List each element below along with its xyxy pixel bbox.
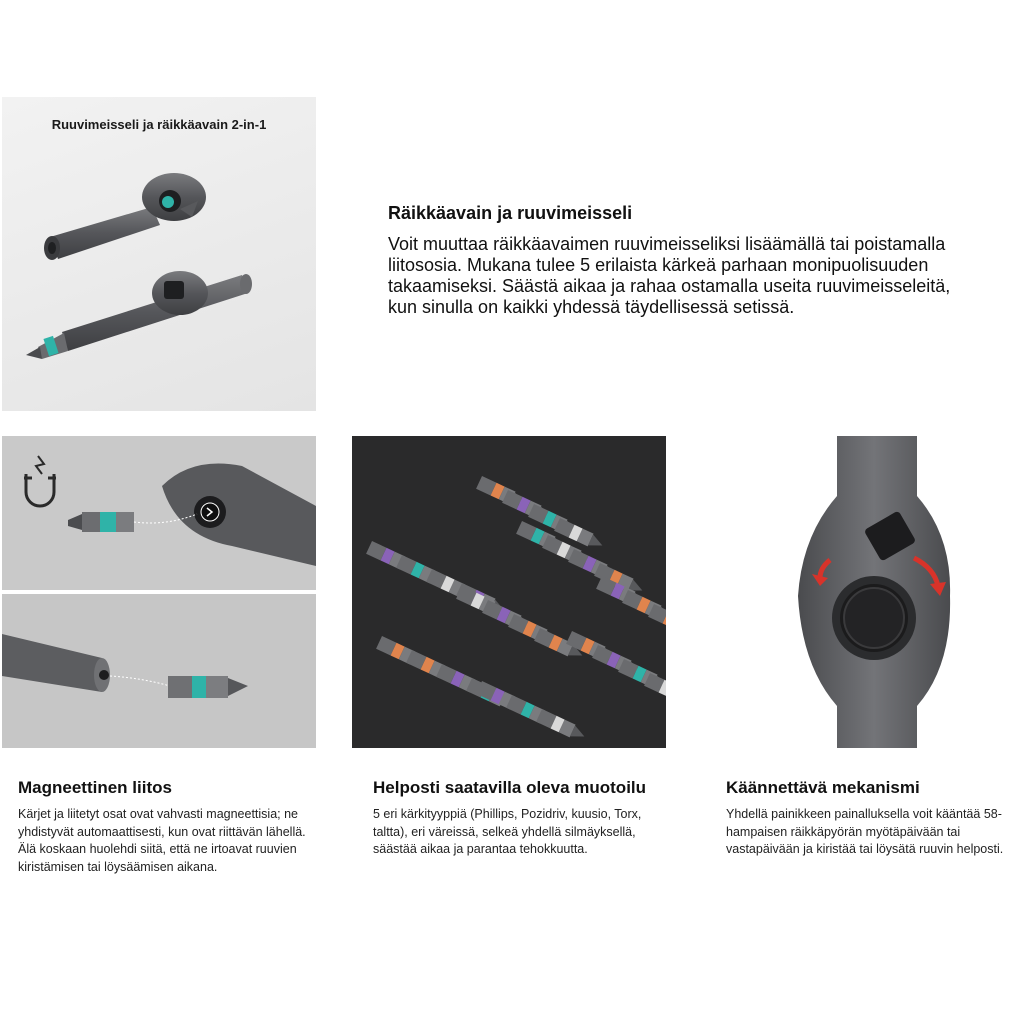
feature-magnetic-connection bbox=[18, 778, 318, 876]
ratchet-head-tool bbox=[44, 173, 206, 260]
hero-caption: Ruuvimeisseli ja räikkäavain 2-in-1 bbox=[51, 117, 267, 132]
intro-body: Voit muuttaa räikkäavaimen ruuvimeisseliksi lisäämällä tai poistamalla liitososia. Mukana tulee 5 erilaista kärkeä parhaan monipuolisuuden takaamiseksi. Säästä aikaa ja rahaa ostamalla useita ruuvimeisseleitä, kun sinulla on kaikki yhdessä täydellisessä setissä. bbox=[388, 234, 951, 317]
feature-text: Kärjet ja liitetyt osat ovat vahvasti magneettisia; ne yhdistyvät automaattisesti, kun ovat riittävän lähellä. Älä koskaan huolehdi siitä, että ne irtoavat ruuvien kiristämisen tai löysäämisen aikana. bbox=[18, 807, 306, 874]
magnet-icon bbox=[24, 456, 56, 506]
feature-reversible-mechanism bbox=[726, 778, 1011, 859]
ratchet-head bbox=[162, 464, 316, 567]
screwdriver-tool bbox=[26, 271, 252, 359]
screw-bit bbox=[536, 709, 587, 743]
hero-product-image bbox=[2, 97, 316, 411]
ratchet-screwdriver-illustration bbox=[2, 97, 316, 411]
bits-assortment-photo bbox=[352, 436, 666, 748]
feature-text: Yhdellä painikkeen painalluksella voit kääntää 58-hampaisen räikkäpyörän myötäpäivään tai vastapäivään ja kiristää tai löysätä ruuvin helposti. bbox=[726, 807, 1004, 856]
feature-title: Magneettinen liitos bbox=[18, 778, 172, 797]
screwdriver-shaft bbox=[2, 634, 110, 692]
magnet-photo-top bbox=[2, 436, 316, 590]
magnet-photo-bottom bbox=[2, 594, 316, 748]
reversible-ratchet-photo bbox=[702, 436, 1016, 748]
feature-title: Helposti saatavilla oleva muotoilu bbox=[373, 778, 647, 797]
ratchet-body bbox=[798, 436, 950, 748]
screw-bit bbox=[168, 676, 248, 698]
feature-text: 5 eri kärkityyppiä (Phillips, Pozidriv, kuusio, Torx, taltta), eri väreissä, selkeä yhdellä silmäyksellä, säästää aikaa ja parantaa tehokkuutta. bbox=[373, 807, 642, 856]
feature-title: Käännettävä mekanismi bbox=[726, 778, 920, 797]
feature-accessible-design bbox=[373, 778, 678, 859]
intro-heading: Räikkäavain ja ruuvimeisseli bbox=[388, 203, 633, 223]
